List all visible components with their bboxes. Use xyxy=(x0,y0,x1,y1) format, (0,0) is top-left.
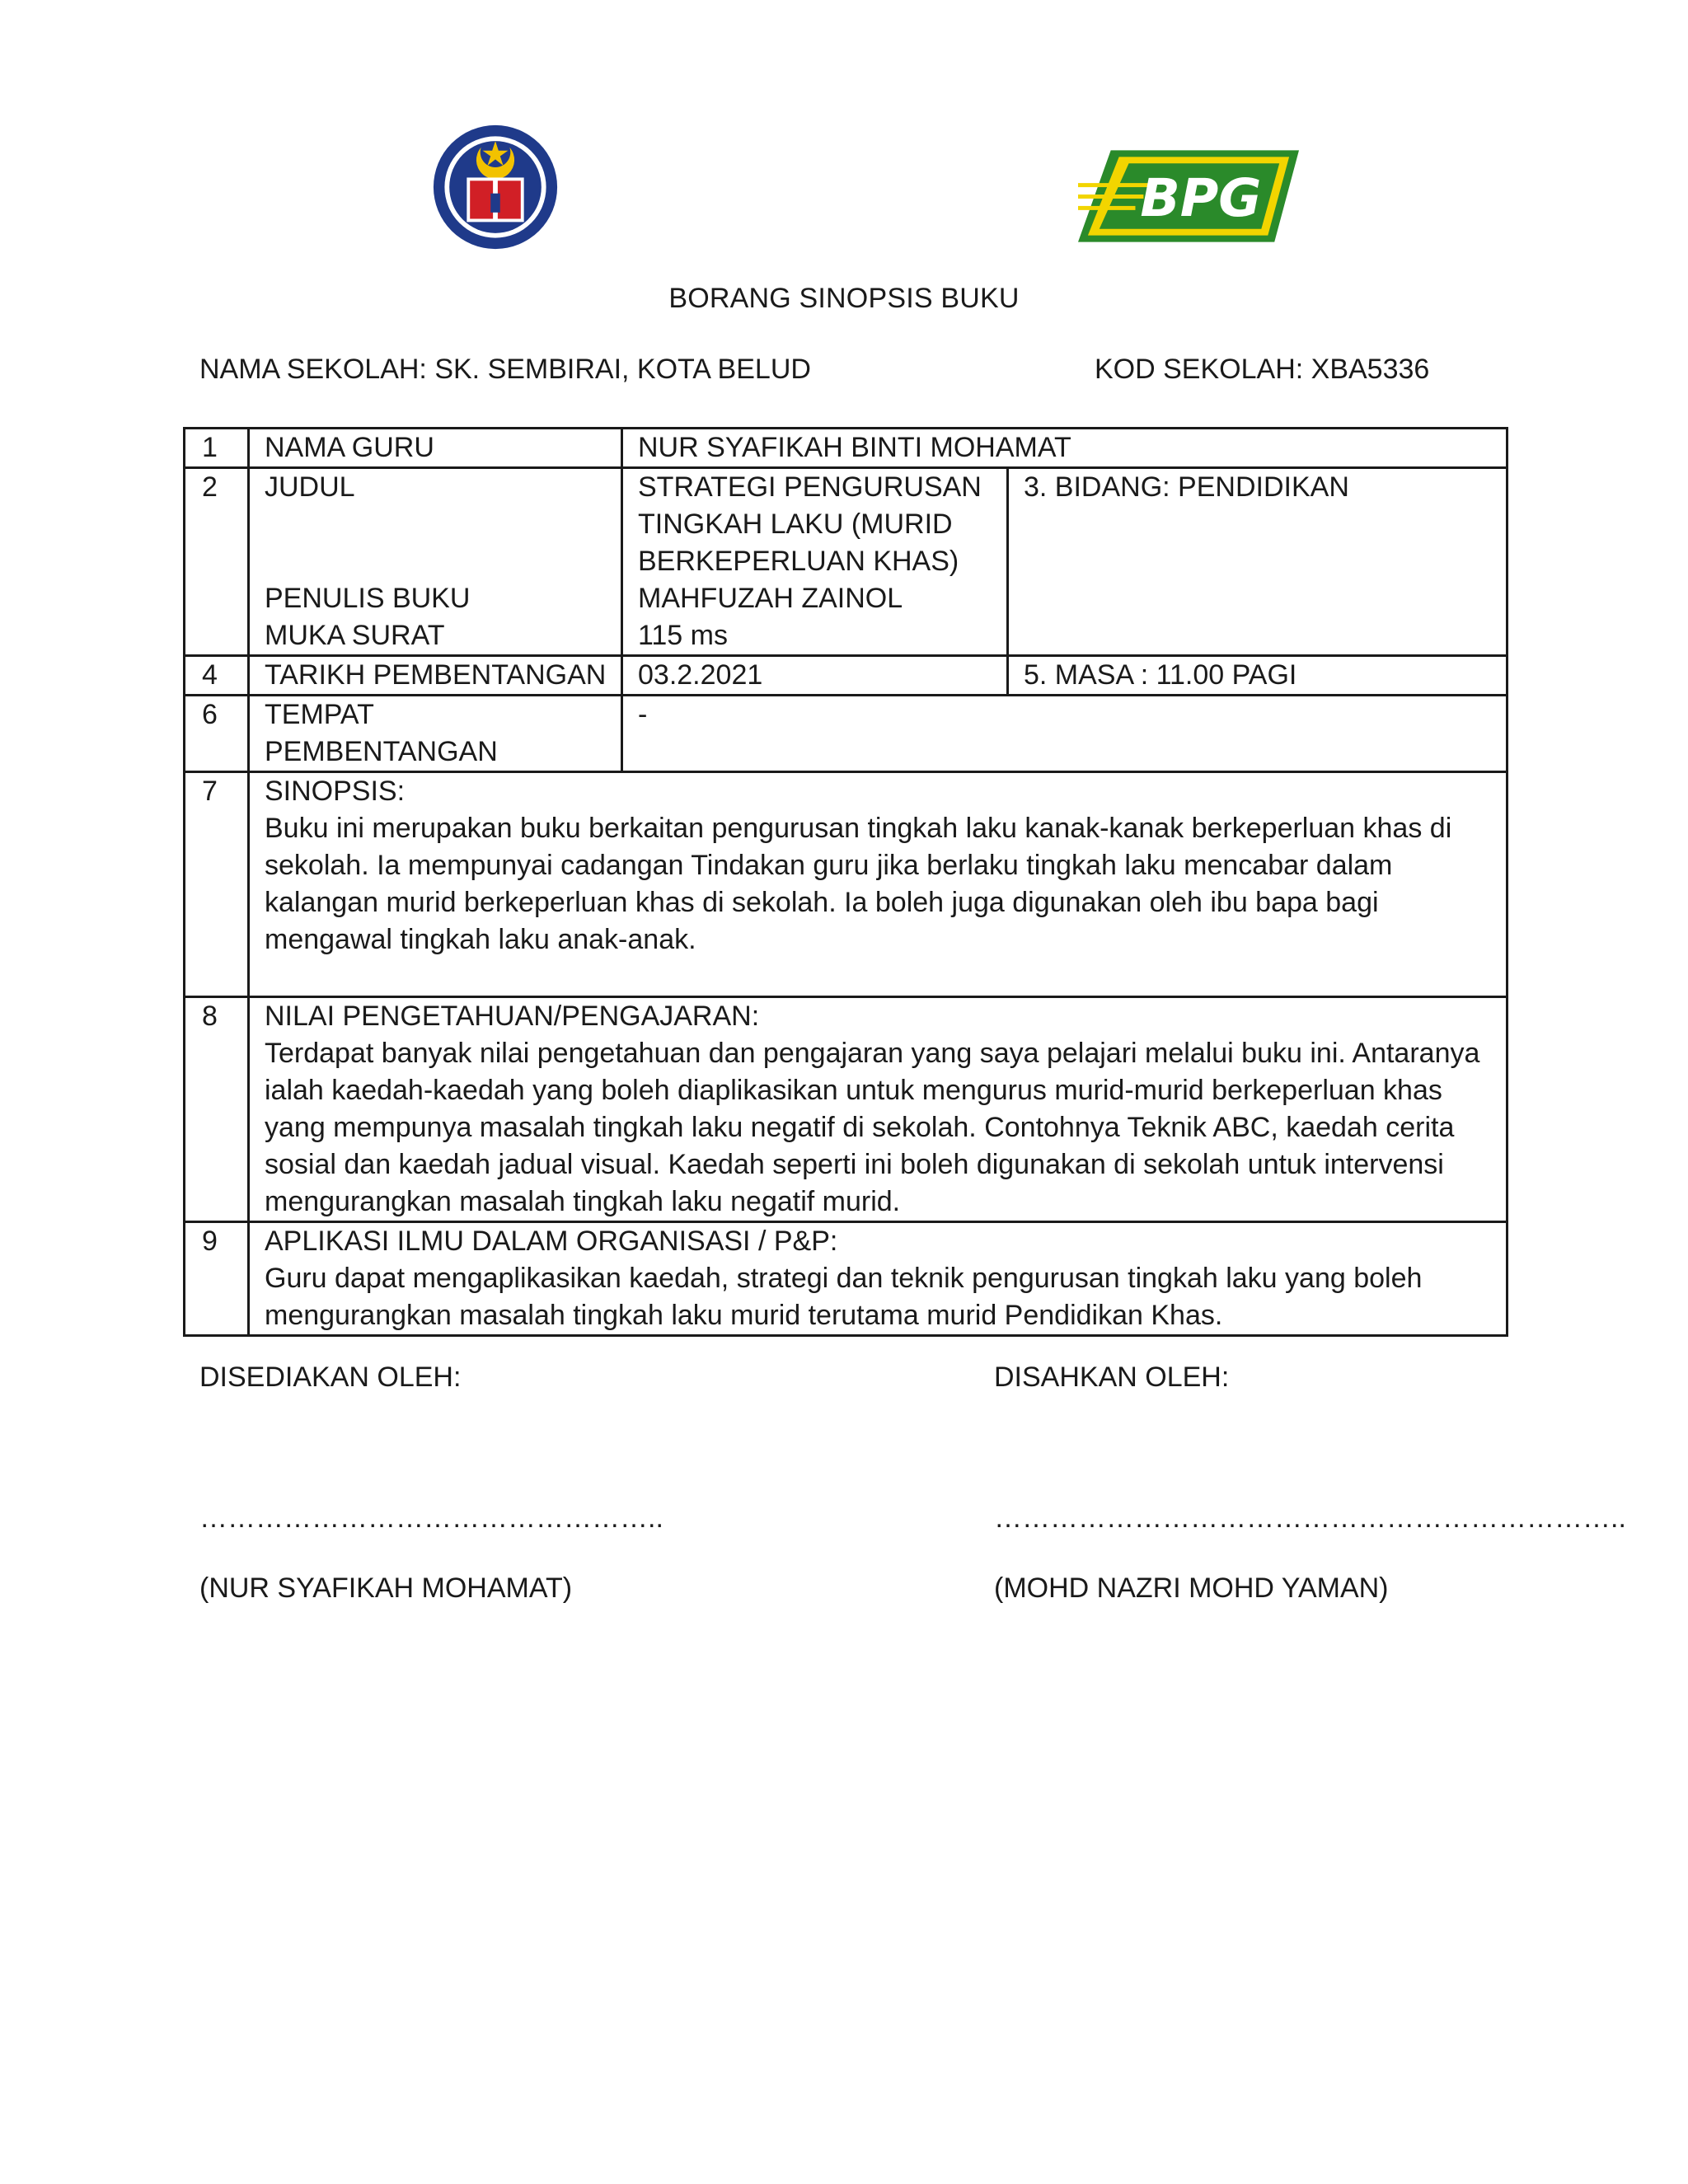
author-label: PENULIS BUKU xyxy=(265,583,471,614)
book-title-line: TINGKAH LAKU (MURID xyxy=(638,509,953,540)
synopsis-line: kalangan murid berkeperluan khas di sekolah. Ia boleh juga digunakan oleh ibu bapa bagi xyxy=(265,887,1379,918)
knowledge-label: NILAI PENGETAHUAN/PENGAJARAN: xyxy=(265,1001,760,1032)
book-title-line: STRATEGI PENGURUSAN xyxy=(638,471,982,503)
knowledge-line: Terdapat banyak nilai pengetahuan dan pengajaran yang saya pelajari melalui buku ini. Antaranya xyxy=(265,1038,1480,1069)
presentation-place-label: TEMPAT PEMBENTANGAN xyxy=(249,696,622,772)
application-line: Guru dapat mengaplikasikan kaedah, strategi dan teknik pengurusan tingkah laku yang boleh xyxy=(265,1263,1423,1294)
prepared-by-label: DISEDIAKAN OLEH: xyxy=(199,1361,462,1393)
knowledge-cell xyxy=(249,997,1507,1222)
school-name: NAMA SEKOLAH: SK. SEMBIRAI, KOTA BELUD xyxy=(199,354,811,385)
synopsis-line: sekolah. Ia mempunyai cadangan Tindakan guru jika berlaku tingkah laku mencabar dalam xyxy=(265,850,1393,881)
row-number: 8 xyxy=(185,997,249,1222)
prepared-by-name: (NUR SYAFIKAH MOHAMAT) xyxy=(199,1572,573,1604)
synopsis-cell xyxy=(249,772,1507,997)
knowledge-line: yang mempunya masalah tingkah laku negatif di sekolah. Contohnya Teknik ABC, kaedah cerita xyxy=(265,1112,1455,1143)
presentation-date-value: 03.2.2021 xyxy=(622,656,1008,696)
pages-value: 115 ms xyxy=(638,620,728,651)
application-cell xyxy=(249,1222,1507,1336)
spacer xyxy=(265,506,607,580)
synopsis-table xyxy=(183,427,1508,1337)
row-number: 2 xyxy=(185,468,249,656)
prepared-signature-line: ………………………………………….. xyxy=(199,1502,663,1534)
table-row xyxy=(185,1222,1507,1336)
presentation-time: 5. MASA : 11.00 PAGI xyxy=(1008,656,1507,696)
approved-by-name: (MOHD NAZRI MOHD YAMAN) xyxy=(994,1572,1389,1604)
bpg-logo xyxy=(1078,150,1299,242)
application-label: APLIKASI ILMU DALAM ORGANISASI / P&P: xyxy=(265,1226,838,1257)
knowledge-line: sosial dan kaedah jadual visual. Kaedah seperti ini boleh digunakan di sekolah untuk intervensi xyxy=(265,1149,1444,1180)
row-number: 4 xyxy=(185,656,249,696)
row-number: 6 xyxy=(185,696,249,772)
bpg-logo-text: BPG xyxy=(1140,166,1262,228)
table-row xyxy=(185,997,1507,1222)
table-row xyxy=(185,468,1507,656)
presentation-place-value: - xyxy=(622,696,1507,772)
teacher-name-value: NUR SYAFIKAH BINTI MOHAMAT xyxy=(622,429,1507,468)
knowledge-line: ialah kaedah-kaedah yang boleh diaplikasikan untuk mengurus murid-murid berkeperluan khas xyxy=(265,1075,1442,1106)
table-row xyxy=(185,656,1507,696)
synopsis-label: SINOPSIS: xyxy=(265,776,406,807)
teacher-name-label: NAMA GURU xyxy=(249,429,622,468)
row-number: 9 xyxy=(185,1222,249,1336)
presentation-date-label: TARIKH PEMBENTANGAN xyxy=(249,656,622,696)
field-cell: 3. BIDANG: PENDIDIKAN xyxy=(1008,468,1507,656)
book-labels-cell xyxy=(249,468,622,656)
row-number: 7 xyxy=(185,772,249,997)
knowledge-line: mengurangkan masalah tingkah laku negatif murid. xyxy=(265,1186,901,1217)
table-row xyxy=(185,696,1507,772)
book-values-cell xyxy=(622,468,1008,656)
table-row xyxy=(185,429,1507,468)
table-row xyxy=(185,772,1507,997)
book-title-label: JUDUL xyxy=(265,471,355,503)
synopsis-line: Buku ini merupakan buku berkaitan pengurusan tingkah laku kanak-kanak berkeperluan khas di xyxy=(265,813,1452,844)
synopsis-line: mengawal tingkah laku anak-anak. xyxy=(265,924,696,955)
book-title-line: BERKEPERLUAN KHAS) xyxy=(638,546,959,577)
kpm-crest-logo xyxy=(432,124,559,251)
pages-label: MUKA SURAT xyxy=(265,620,445,651)
author-value: MAHFUZAH ZAINOL xyxy=(638,583,903,614)
approved-by-label: DISAHKAN OLEH: xyxy=(994,1361,1230,1393)
row-number: 1 xyxy=(185,429,249,468)
approved-signature-line: ………………………………………………………….. xyxy=(994,1502,1626,1534)
application-line: mengurangkan masalah tingkah laku murid terutama murid Pendidikan Khas. xyxy=(265,1300,1223,1331)
school-code: KOD SEKOLAH: XBA5336 xyxy=(1095,354,1430,385)
form-title: BORANG SINOPSIS BUKU xyxy=(668,283,1020,314)
